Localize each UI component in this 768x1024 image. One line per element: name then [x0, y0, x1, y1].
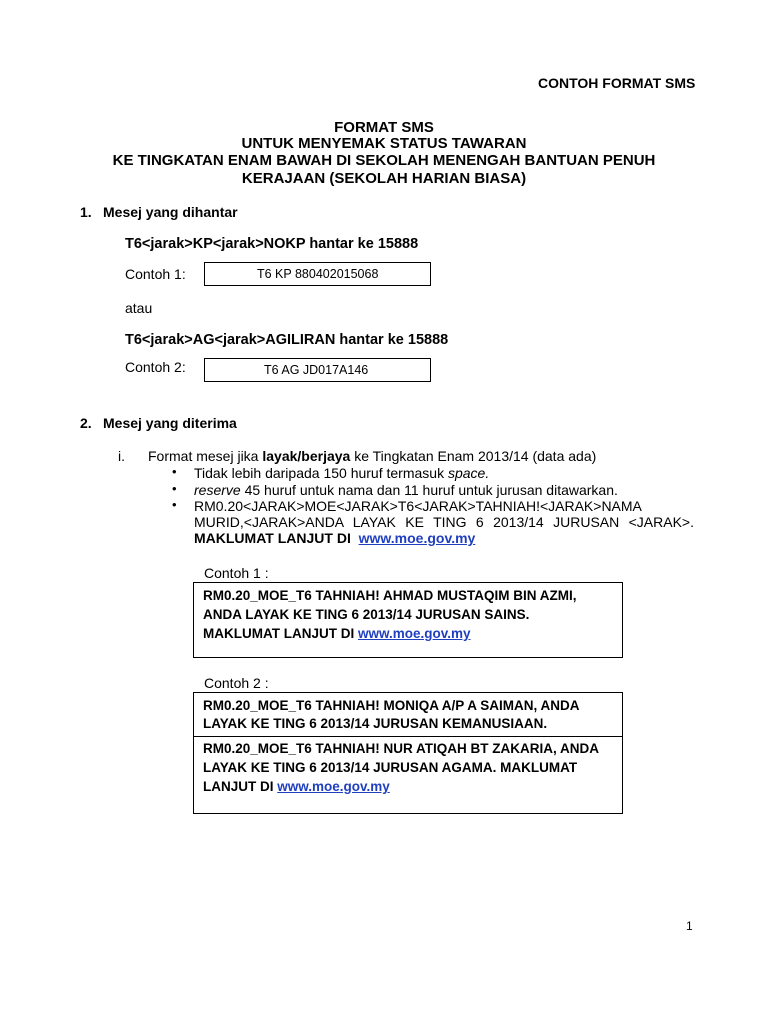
contoh-2b-line-3 [203, 777, 390, 796]
contoh-1-line-1: RM0.20_MOE_T6 TAHNIAH! AHMAD MUSTAQIM BIN AZMI, [203, 588, 577, 603]
contoh-2a-line-2: LAYAK KE TING 6 2013/14 JURUSAN KEMANUSIAAN. [203, 716, 548, 731]
example-1-value: T6 KP 880402015068 [257, 267, 379, 281]
title-line-3: KE TINGKATAN ENAM BAWAH DI SEKOLAH MENENGAH BANTUAN PENUH [112, 152, 656, 169]
contoh-2a-line-1: RM0.20_MOE_T6 TAHNIAH! MONIQA A/P A SAIMAN, ANDA [203, 698, 580, 713]
contoh-1-link[interactable]: www.moe.gov.my [357, 626, 471, 641]
section-2-number: 2. [80, 415, 92, 431]
bullet-dot-3: • [172, 497, 177, 512]
title-line-1: FORMAT SMS [334, 119, 434, 136]
item-text-post: ke Tingkatan Enam 2013/14 (data ada) [350, 448, 597, 464]
bullet-3-line-1: RM0.20<JARAK>MOE<JARAK>T6<JARAK>TAHNIAH!<JARAK>NAMA [194, 498, 642, 514]
format-kp: T6<jarak>KP<jarak>NOKP hantar ke 15888 [125, 236, 419, 252]
bullet-3-line-3 [194, 530, 475, 546]
bullet-1-pre: Tidak lebih daripada 150 huruf termasuk [194, 465, 448, 481]
contoh-2b-link[interactable]: www.moe.gov.my [277, 779, 390, 794]
section-1-number: 1. [80, 204, 92, 220]
title-line-4: KERAJAAN (SEKOLAH HARIAN BIASA) [241, 170, 527, 187]
page-number: 1 [686, 919, 693, 933]
item-text-pre: Format mesej jika [148, 448, 263, 464]
title-line-2: UNTUK MENYEMAK STATUS TAWARAN [241, 135, 527, 152]
bullet-1-italic: space. [447, 465, 490, 481]
bullet-1-text [194, 465, 489, 481]
contoh-2b-line-1: RM0.20_MOE_T6 TAHNIAH! NUR ATIQAH BT ZAKARIA, ANDA [203, 741, 600, 756]
bullet-2-text [194, 482, 618, 498]
bullet-dot-2: • [172, 481, 177, 496]
section-1-heading: Mesej yang dihantar [103, 204, 238, 220]
item-text-bold: layak/berjaya [262, 448, 351, 464]
bullet-2-italic: reserve [194, 482, 241, 498]
contoh-2b-line-3-text: LANJUT DI [203, 779, 278, 794]
bullet-dot-1: • [172, 464, 177, 479]
item-marker: i. [118, 448, 125, 464]
contoh-1-line-2: ANDA LAYAK KE TING 6 2013/14 JURUSAN SAINS. [203, 607, 530, 622]
contoh-1-line-3-text: MAKLUMAT LANJUT DI [203, 626, 358, 641]
document-header-label: CONTOH FORMAT SMS [538, 75, 696, 91]
example-2-label: Contoh 2: [125, 359, 186, 375]
bullet-3-link[interactable]: www.moe.gov.my [358, 530, 476, 546]
section-2-heading: Mesej yang diterima [103, 415, 237, 431]
example-1-label: Contoh 1: [125, 266, 186, 282]
item-text [148, 448, 596, 464]
example-2-value: T6 AG JD017A146 [264, 363, 369, 377]
format-ag: T6<jarak>AG<jarak>AGILIRAN hantar ke 15888 [125, 332, 449, 348]
contoh-1-label: Contoh 1 : [204, 565, 269, 581]
bullet-2-post: 45 huruf untuk nama dan 11 huruf untuk jurusan ditawarkan. [240, 482, 618, 498]
contoh-2-label: Contoh 2 : [204, 675, 269, 691]
contoh-2b-line-2: LAYAK KE TING 6 2013/14 JURUSAN AGAMA. MAKLUMAT [203, 760, 578, 775]
contoh-1-line-3 [203, 624, 471, 643]
or-text: atau [125, 300, 153, 316]
bullet-3-bold: MAKLUMAT LANJUT DI [194, 530, 351, 546]
bullet-3-line-2: MURID,<JARAK>ANDA LAYAK KE TING 6 2013/14 JURUSAN <JARAK>. [194, 514, 694, 530]
